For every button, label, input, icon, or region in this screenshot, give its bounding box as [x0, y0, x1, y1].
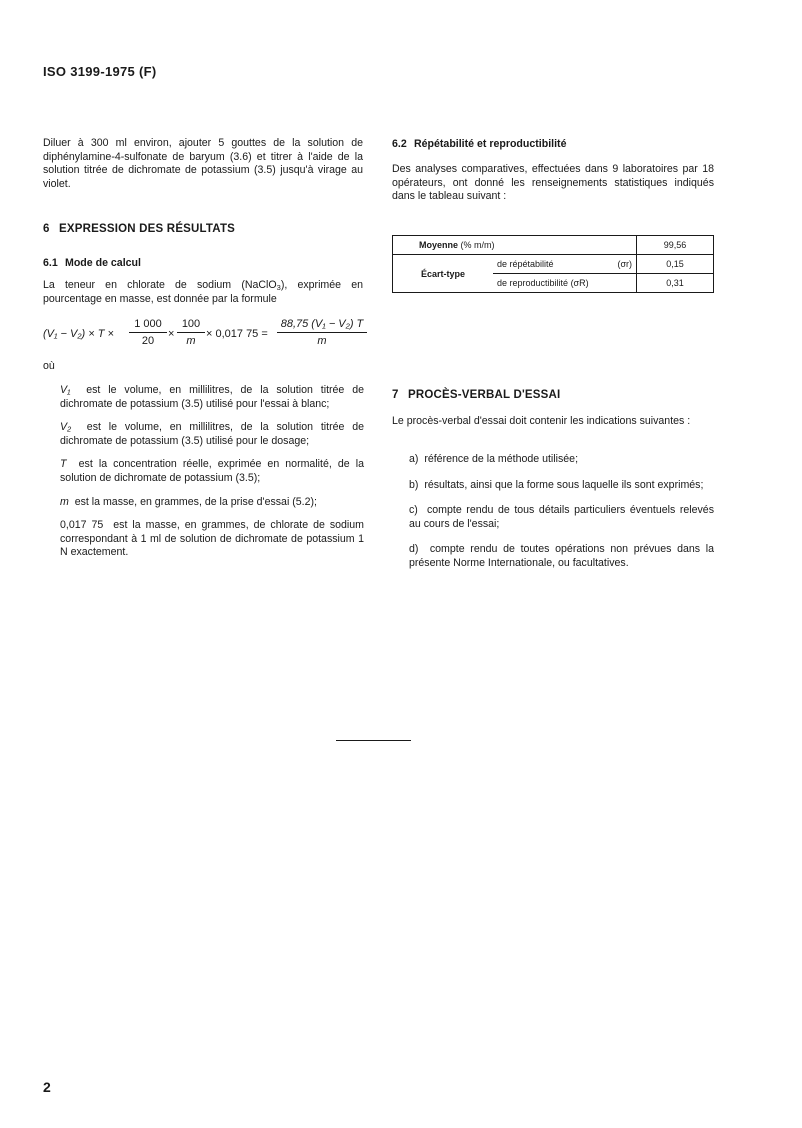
definition-v2: V₂ est le volume, en millilitres, de la solution titrée de dichromate de potassium (3.5) utilisé pour le dosage;: [60, 421, 365, 447]
moyenne-label-cell: Moyenne (% m/m): [393, 236, 637, 255]
section-6-2-number: 6.2: [392, 138, 407, 150]
section-6-2-heading: [392, 138, 566, 150]
section-6-1-number: 6.1: [43, 257, 58, 269]
end-rule: [336, 740, 411, 741]
formula-constant: × 0,017 75 =: [206, 328, 268, 340]
formula-lhs: (V₁ − V₂) × T ×: [43, 328, 114, 340]
section-6-title: EXPRESSION DES RÉSULTATS: [59, 223, 236, 235]
definition-m: m est la masse, en grammes, de la prise d'essai (5.2);: [60, 495, 317, 508]
formula-fraction-1: 1 000 20: [129, 317, 167, 348]
section-7-title: PROCÈS-VERBAL D'ESSAI: [408, 389, 561, 401]
formula-fraction-3: 88,75 (V₁ − V₂) T m: [277, 317, 367, 348]
calculation-formula: [43, 317, 368, 355]
list-item: a) référence de la méthode utilisée;: [409, 453, 579, 465]
page-number: 2: [43, 1079, 51, 1095]
intro-paragraph: Diluer à 300 ml environ, ajouter 5 gouttes de la solution de diphénylamine-4-sulfonate de baryum (3.6) et titrer à l'aide de la solution titrée de dichromate de potassium (3.5) jusqu'à virage au violet.: [43, 137, 363, 190]
report-items-list: [409, 453, 714, 571]
section-6-1-heading: [43, 257, 141, 269]
repetabilite-value: 0,15: [637, 255, 714, 274]
definition-constant: 0,017 75 est la masse, en grammes, de chlorate de sodium correspondant à 1 ml de solution de dichromate de potassium 1 N exactement.: [60, 519, 364, 559]
section-7-heading: [392, 389, 560, 401]
section-6-2-paragraph: Des analyses comparatives, effectuées dans 9 laboratoires par 18 opérateurs, ont donné les renseignements statistiques indiqués dans le tableau suivant :: [392, 163, 714, 203]
list-item: c) compte rendu de tous détails particuliers éventuels relevés au cours de l'essai;: [409, 504, 714, 530]
table-row-moyenne: [393, 236, 714, 255]
section-7-paragraph: Le procès-verbal d'essai doit contenir les indications suivantes :: [392, 415, 691, 427]
reproductibilite-value: 0,31: [637, 274, 714, 293]
section-6-number: 6: [43, 223, 50, 235]
document-header: ISO 3199-1975 (F): [43, 64, 157, 79]
formula-fraction-2: 100 m: [177, 317, 205, 348]
definition-v1: V₁ est le volume, en millilitres, de la solution titrée de dichromate de potassium (3.5) utilisé pour l'essai à blanc;: [60, 384, 365, 410]
table-row-repetabilite: [393, 255, 714, 274]
definitions-list: [60, 384, 364, 560]
list-item: d) compte rendu de toutes opérations non prévues dans la présente Norme Internationale, ou facultatives.: [409, 543, 715, 569]
definition-t: T est la concentration réelle, exprimée en normalité, de la solution de dichromate de potassium (3.5);: [60, 458, 364, 484]
formula-times: ×: [168, 328, 175, 340]
section-6-heading: [43, 223, 235, 235]
section-6-1-paragraph: La teneur en chlorate de sodium (NaClO$_3$), exprimée en pourcentage en masse, est donnée par la formule: [43, 279, 364, 305]
statistics-table: [392, 235, 714, 293]
moyenne-value: 99,56: [637, 236, 714, 255]
repetabilite-label-cell: de répétabilité (σr): [493, 255, 637, 274]
list-item: b) résultats, ainsi que la forme sous laquelle ils sont exprimés;: [409, 478, 704, 491]
ou-label: où: [43, 360, 55, 372]
section-6-1-title: Mode de calcul: [65, 257, 141, 269]
section-6-2-title: Répétabilité et reproductibilité: [414, 138, 567, 150]
ecart-type-label: Écart-type: [393, 255, 494, 293]
reproductibilite-label-cell: de reproductibilité (σR): [493, 274, 637, 293]
section-7-number: 7: [392, 389, 399, 401]
